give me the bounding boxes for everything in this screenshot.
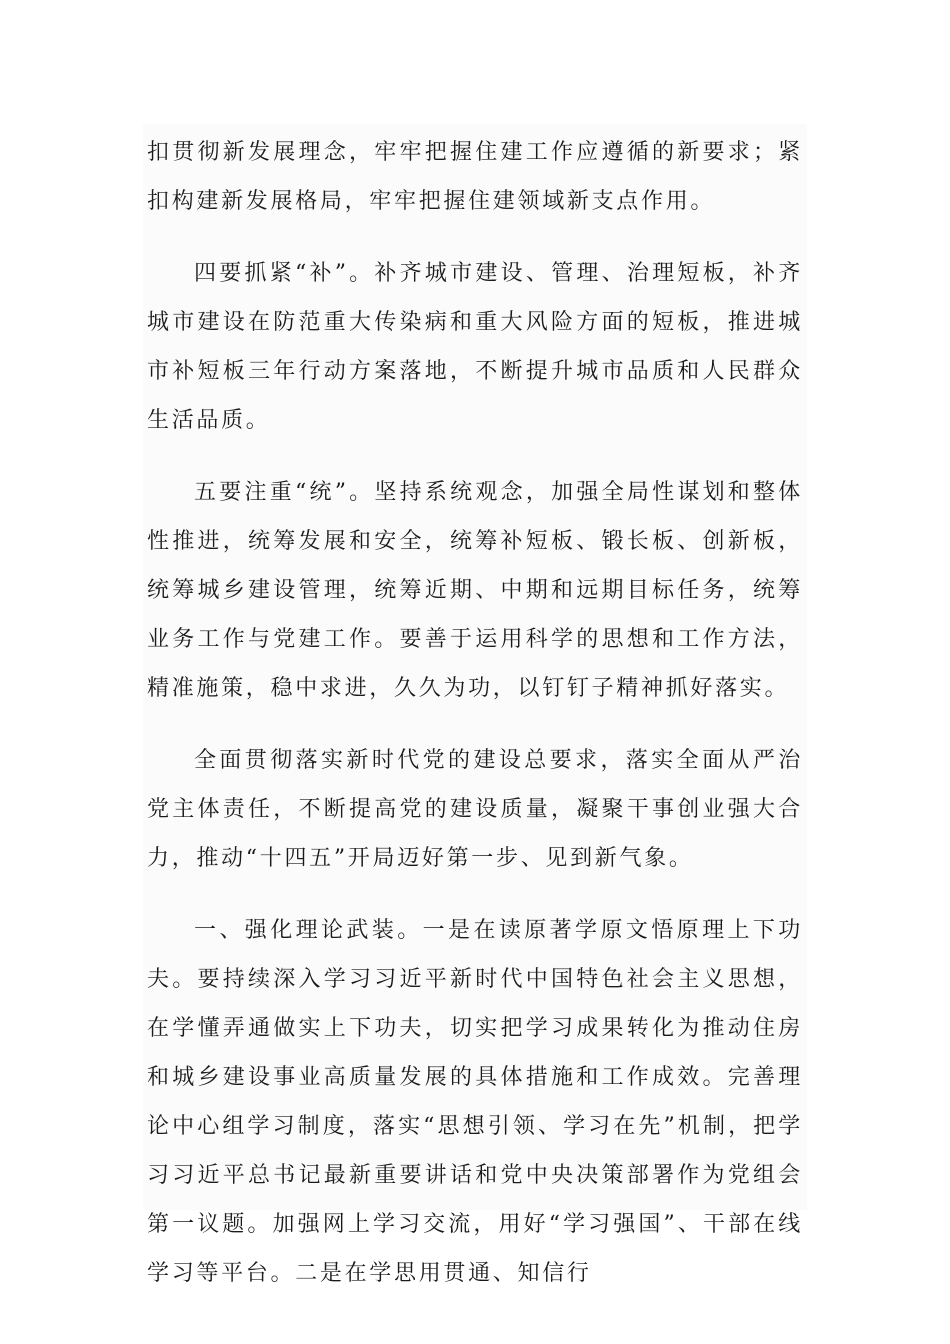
paragraph-five-tong: 五要注重“统”。坚持系统观念，加强全局性谋划和整体性推进，统筹发展和安全，统筹补短板、锻长板、创新板，统筹城乡建设管理，统筹近期、中期和远期目标任务，统筹业务工作与党建工作。要善于运用科学的思想和工作方法，精准施策，稳中求进，久久为功，以钉钉子精神抓好落实。 bbox=[147, 480, 803, 701]
paragraph-theory-armament: 一、强化理论武装。一是在读原著学原文悟原理上下功夫。要持续深入学习习近平新时代中国特色社会主义思想，在学懂弄通做实上下功夫，切实把学习成果转化为推动住房和城乡建设事业高质量发展的具体措施和工作成效。完善理论中心组学习制度，落实“思想引领、学习在先”机制，把学习习近平总书记最新重要讲话和党中央决策部署作为党组会第一议题。加强网上学习交流，用好“学习强国”、干部在线学习等平台。二是在学思用贯通、知信行 bbox=[147, 918, 803, 1286]
paragraph-continued: 扣贯彻新发展理念，牢牢把握住建工作应遵循的新要求；紧扣构建新发展格局，牢牢把握住建领域新支点作用。 bbox=[147, 140, 803, 214]
document-body bbox=[147, 128, 803, 1298]
paragraph-party-building: 全面贯彻落实新时代党的建设总要求，落实全面从严治党主体责任，不断提高党的建设质量，凝聚干事创业强大合力，推动“十四五”开局迈好第一步、见到新气象。 bbox=[147, 748, 803, 871]
paragraph-four-bu: 四要抓紧“补”。补齐城市建设、管理、治理短板，补齐城市建设在防范重大传染病和重大风险方面的短板，推进城市补短板三年行动方案落地，不断提升城市品质和人民群众生活品质。 bbox=[147, 261, 803, 433]
